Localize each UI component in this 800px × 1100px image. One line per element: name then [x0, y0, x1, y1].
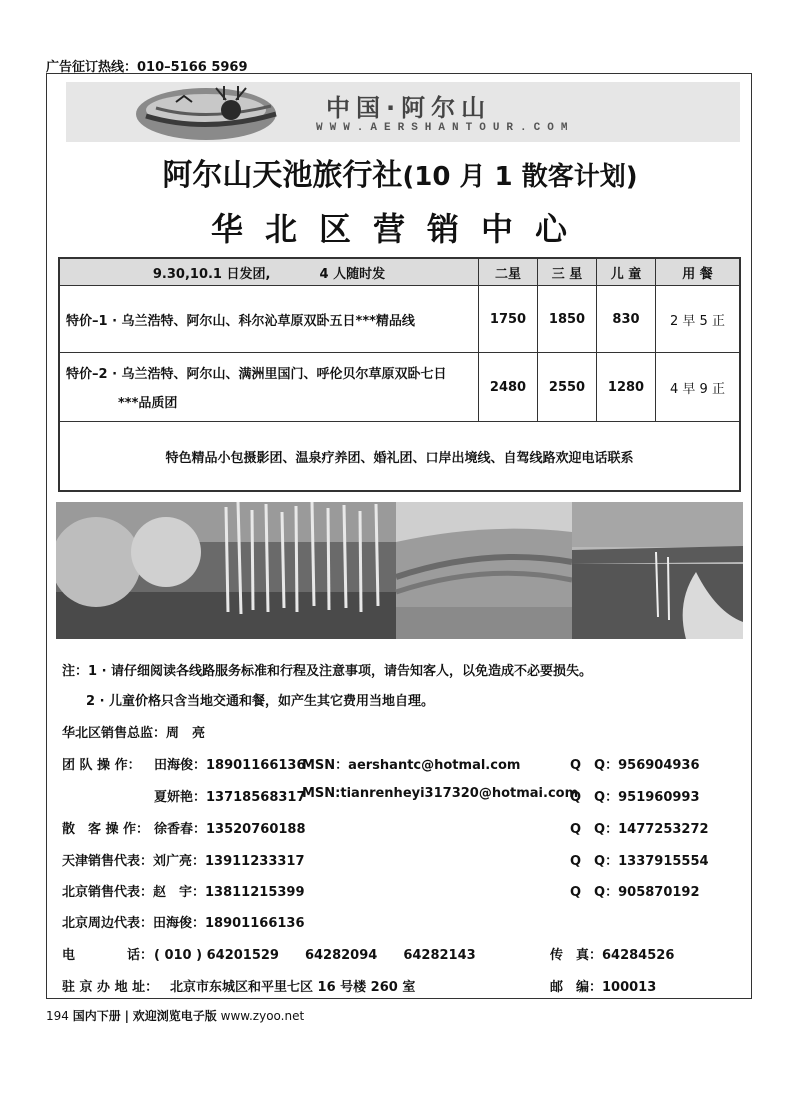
note-2: 2 · 儿童价格只含当地交通和餐，如产生其它费用当地自理。	[86, 694, 435, 709]
tour-name: 特价–2 · 乌兰浩特、阿尔山、满洲里国门、呼伦贝尔草原双卧七日 ***品质团	[59, 353, 479, 422]
section-name: 国内下册	[72, 1009, 121, 1023]
beijing-rep: 北京销售代表：赵 宇：13811215399	[62, 885, 305, 900]
scatter-name-phone: 徐香春：13520760188	[154, 822, 306, 837]
table-header-row	[59, 258, 740, 286]
tour-name: 特价–1 · 乌兰浩特、阿尔山、科尔沁草原双卧五日***精品线	[59, 286, 479, 353]
team-label: 团 队 操 作：	[62, 758, 141, 773]
team1-name-phone: 田海俊：18901166136	[154, 758, 306, 773]
meal-plan: 4 早 9 正	[656, 353, 741, 422]
group-size: 4 人随时发	[319, 266, 386, 282]
welcome-text: 欢迎浏览电子版	[132, 1009, 217, 1023]
price-two-star: 2480	[479, 353, 538, 422]
header-meal: 用 餐	[656, 258, 741, 286]
note-1: 注：1 · 请仔细阅读各线路服务标准和行程及注意事项，请告知客人，以免造成不必要损失。	[62, 664, 593, 679]
header-departure	[59, 258, 479, 286]
team2-qq: Q Q：951960993	[570, 790, 700, 805]
phone-label: 电 话：	[62, 948, 154, 963]
tianjin-qq: Q Q：1337915554	[570, 854, 709, 869]
meal-plan: 2 早 5 正	[656, 286, 741, 353]
tour-price-table	[58, 257, 741, 492]
price-three-star: 2550	[538, 353, 597, 422]
periphery-rep: 北京周边代表：田海俊：18901166136	[62, 916, 305, 931]
brand-banner	[66, 82, 740, 142]
price-child: 1280	[597, 353, 656, 422]
header-three-star: 三 星	[538, 258, 597, 286]
scatter-qq: Q Q：1477253272	[570, 822, 709, 837]
brand-chinese-name: 中国·阿尔山	[326, 94, 492, 122]
agency-name: 阿尔山天池旅行社	[162, 158, 403, 193]
scenery-photo-strip	[56, 502, 743, 639]
departure-dates: 9.30,10.1 日发团,	[152, 266, 271, 282]
ad-hotline: 广告征订热线：010–5166 5969	[46, 60, 248, 75]
agency-title	[0, 150, 800, 194]
footer-url[interactable]: www.zyoo.net	[220, 1009, 305, 1023]
tour-name-line2: ***品质团	[118, 396, 178, 411]
office-label: 驻 京 办 地 址：	[62, 980, 159, 995]
team1-qq: Q Q：956904936	[570, 758, 700, 773]
special-tours-text: 特色精品小包摄影团、温泉疗养团、婚礼团、口岸出境线、自驾线路欢迎电话联系	[59, 422, 740, 492]
aershan-logo-icon	[66, 82, 306, 142]
office-address: 北京市东城区和平里七区 16 号楼 260 室	[170, 980, 416, 995]
price-child: 830	[597, 286, 656, 353]
grassland-photo	[396, 502, 572, 639]
footer-separator: |	[124, 1009, 129, 1023]
team1-msn: MSN：aershantc@hotmal.com	[302, 758, 521, 773]
center-title: 华北区营销中心	[210, 210, 589, 248]
fax-number: 传 真：64284526	[550, 948, 675, 963]
header-two-star: 二星	[479, 258, 538, 286]
birch-forest-photo	[56, 502, 396, 639]
team2-msn: MSN:tianrenheyi317320@hotmai.com	[302, 786, 579, 801]
page-number: 194	[46, 1009, 69, 1023]
features-row	[59, 422, 740, 492]
table-row	[59, 353, 740, 422]
table-row	[59, 286, 740, 353]
page-footer	[46, 1007, 304, 1024]
price-two-star: 1750	[479, 286, 538, 353]
tianjin-rep: 天津销售代表：刘广亮：13911233317	[62, 854, 305, 869]
plan-subtitle: (10 月 1 散客计划)	[402, 162, 638, 192]
wetland-photo	[572, 502, 743, 639]
scatter-label: 散 客 操 作：	[62, 822, 150, 837]
beijing-qq: Q Q：905870192	[570, 885, 700, 900]
postcode: 邮 编：100013	[550, 980, 657, 995]
phone-numbers: ( 010 ) 64201529 64282094 64282143	[154, 948, 476, 963]
sales-director: 华北区销售总监：周 亮	[62, 726, 206, 741]
team2-name-phone: 夏妍艳：13718568317	[154, 790, 306, 805]
price-three-star: 1850	[538, 286, 597, 353]
brand-url: WWW.AERSHANTOUR.COM	[316, 122, 575, 134]
header-child: 儿 童	[597, 258, 656, 286]
